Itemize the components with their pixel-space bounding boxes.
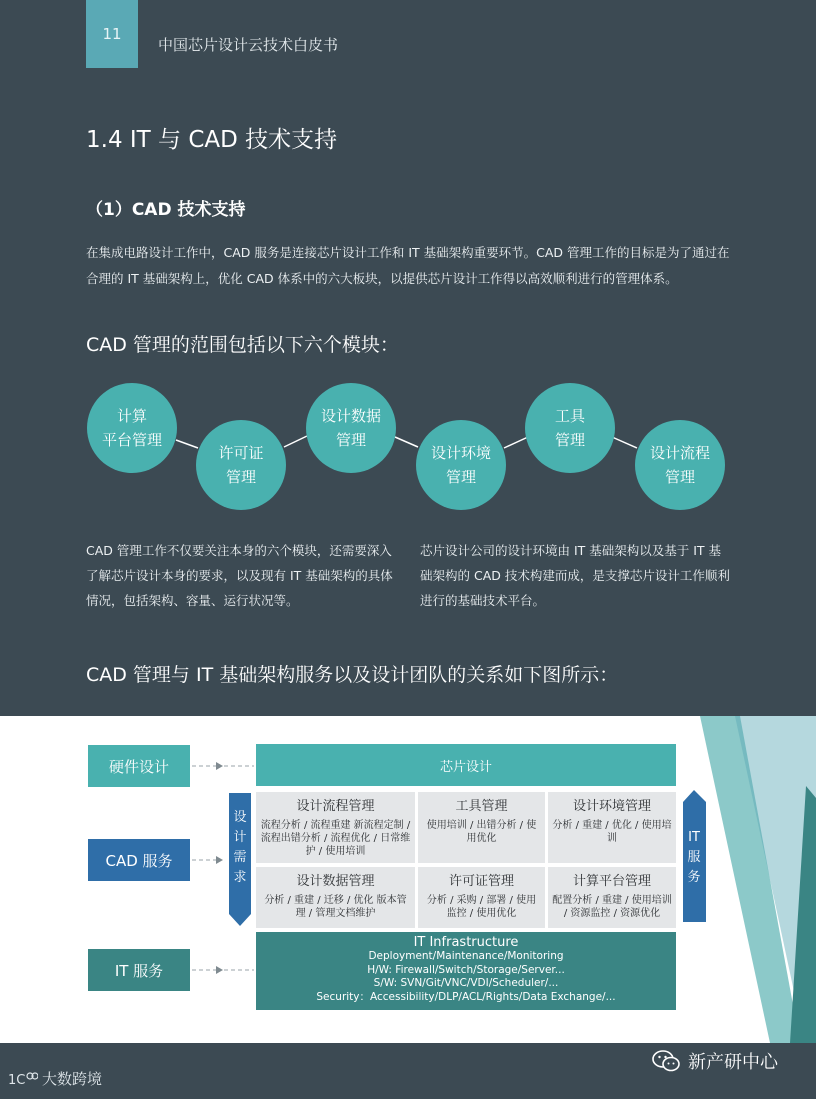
module-label: 许可证 管理 xyxy=(218,444,264,486)
cell-compute-platform xyxy=(548,867,676,928)
wechat-account-name: 新产研中心 xyxy=(688,1052,778,1073)
cell-title: 设计流程管理 xyxy=(296,799,375,814)
paragraph-right: 芯片设计公司的设计环境由 IT 基础架构以及基于 IT 基础架构的 CAD 技术构建而成，是支撑芯片设计工作顺利进行的基础技术平台。 xyxy=(420,543,730,608)
section-title: 1.4 IT 与 CAD 技术支持 xyxy=(86,127,338,153)
footer-brand xyxy=(8,1068,102,1089)
relation-heading: CAD 管理与 IT 基础架构服务以及设计团队的关系如下图所示： xyxy=(86,664,619,686)
modules-heading: CAD 管理的范围包括以下六个模块： xyxy=(86,334,399,356)
design-need-label: 设 计 需 求 xyxy=(233,810,247,885)
footer-wechat xyxy=(652,1048,778,1074)
it-infrastructure-line: S/W: SVN/Git/VNC/VDI/Scheduler/... xyxy=(373,977,559,989)
cell-title: 工具管理 xyxy=(455,799,508,814)
page-number: 11 xyxy=(102,25,122,43)
cell-items: 分析 / 重建 / 迁移 / 优化 版本管理 / 管理文档维护 xyxy=(264,895,407,919)
it-infrastructure-bar xyxy=(256,932,676,1010)
cell-license xyxy=(418,867,545,928)
cell-title: 计算平台管理 xyxy=(572,874,651,889)
svg-text:1C: 1C xyxy=(8,1072,26,1087)
cell-title: 许可证管理 xyxy=(448,874,514,889)
cell-items: 分析 / 采购 / 部署 / 使用监控 / 使用优化 xyxy=(426,895,537,919)
cell-design-environment xyxy=(548,792,676,863)
cell-title: 设计环境管理 xyxy=(572,799,651,814)
module-label: 设计环境 管理 xyxy=(430,444,491,486)
cell-design-flow xyxy=(256,792,415,863)
module-label: 设计流程 管理 xyxy=(649,444,710,486)
cell-title: 设计数据管理 xyxy=(296,874,375,889)
cell-design-data xyxy=(256,867,415,928)
cad-service-label: CAD 服务 xyxy=(88,839,190,881)
module-label: 工具 管理 xyxy=(554,407,585,449)
it-service-label: IT 服务 xyxy=(88,949,190,991)
it-infrastructure-line: Security：Accessibility/DLP/ACL/Rights/Data Exchange/... xyxy=(316,990,616,1003)
hardware-design-label: 硬件设计 xyxy=(88,745,190,787)
paragraph-left: CAD 管理工作不仅要关注本身的六个模块，还需要深入了解芯片设计本身的要求，以及现有 IT 基础架构的具体情况，包括架构、容量、运行状况等。 xyxy=(86,543,393,608)
it-infrastructure-title: IT Infrastructure xyxy=(413,935,519,950)
it-infrastructure-line: H/W: Firewall/Switch/Storage/Server... xyxy=(367,963,565,976)
it-infrastructure-line: Deployment/Maintenance/Monitoring xyxy=(368,950,564,962)
it-service-vertical-label: IT 服 务 xyxy=(687,830,701,885)
cell-items: 使用培训 / 出错分析 / 使用优化 xyxy=(426,820,537,844)
chip-design-bar: 芯片设计 xyxy=(256,744,676,786)
cell-tools xyxy=(418,792,545,863)
brand-name: 大数跨境 xyxy=(42,1070,103,1088)
cell-items: 配置分析 / 重建 / 使用培训 / 资源监控 / 资源优化 xyxy=(552,895,672,919)
cell-items: 流程分析 / 流程重建 新流程定制 / 流程出错分析 / 流程优化 / 日常维护 / 使用培训 xyxy=(260,820,411,857)
intro-paragraph: 在集成电路设计工作中，CAD 服务是连接芯片设计工作和 IT 基础架构重要环节。CAD 管理工作的目标是为了通过在合理的 IT 基础架构上，优化 CAD 体系中的六大板块，以提供芯片设计工作得以高效顺利进行的管理体系。 xyxy=(86,245,730,286)
wechat-icon xyxy=(652,1049,680,1073)
brand-logo-icon xyxy=(8,1071,38,1087)
document-title: 中国芯片设计云技术白皮书 xyxy=(158,36,339,54)
module-label: 设计数据 管理 xyxy=(320,407,381,449)
sub-title: （1）CAD 技术支持 xyxy=(86,200,246,220)
cell-items: 分析 / 重建 / 优化 / 使用培训 xyxy=(552,820,672,844)
module-label: 计算 平台管理 xyxy=(101,407,162,449)
